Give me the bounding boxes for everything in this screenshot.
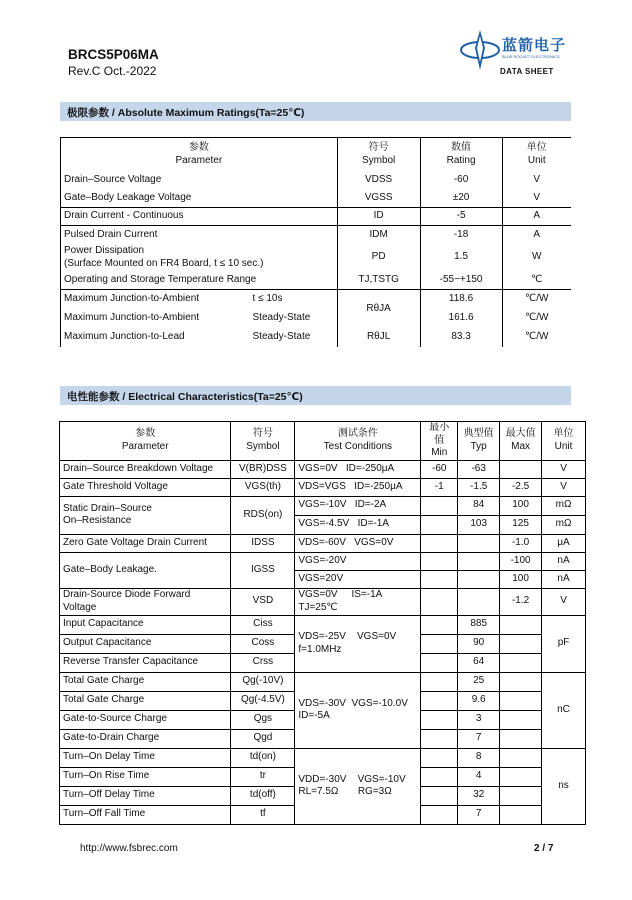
condition-cell xyxy=(295,615,421,672)
max-cell: -2.5 xyxy=(500,478,542,496)
max-cell: 100 xyxy=(500,496,542,515)
table-row xyxy=(61,244,572,272)
symbol-cell: RθJL xyxy=(337,328,420,347)
header-en: Min xyxy=(431,447,448,458)
condition-text: Steady-State xyxy=(252,330,311,342)
unit-cell: V xyxy=(542,460,586,478)
min-cell xyxy=(421,653,458,672)
condition-text: ID=-250μA xyxy=(345,462,395,474)
max-cell xyxy=(500,748,542,767)
param-line: Voltage xyxy=(63,601,97,613)
rating-cell: -18 xyxy=(420,226,502,244)
param-cell: Operating and Storage Temperature Range xyxy=(61,272,338,290)
symbol-cell: TJ,TSTG xyxy=(337,272,420,290)
symbol-cell: Qg(-10V) xyxy=(231,672,295,691)
typ-cell: 84 xyxy=(458,496,500,515)
unit-cell: ℃/W xyxy=(502,309,571,328)
typ-cell: 3 xyxy=(458,710,500,729)
condition-cell: VGS=-20V xyxy=(295,552,421,570)
typ-cell: 885 xyxy=(458,615,500,634)
symbol-cell: IGSS xyxy=(231,552,295,588)
header-en: Unit xyxy=(527,154,546,166)
param-cell xyxy=(60,588,231,615)
symbol-cell: V(BR)DSS xyxy=(231,460,295,478)
rating-cell: -55~+150 xyxy=(420,272,502,290)
header-cn: 测试条件 xyxy=(337,428,378,440)
header-cn: 数值 xyxy=(451,142,472,154)
unit-cell: V xyxy=(502,172,571,190)
param-cell: Gate-to-Drain Charge xyxy=(60,729,231,748)
table-row xyxy=(60,615,586,634)
condition-text: f=1.0MHz xyxy=(298,643,342,655)
param-cell: Turn–Off Delay Time xyxy=(60,786,231,805)
condition-text: VDS=VGS xyxy=(298,480,346,492)
electrical-table xyxy=(59,421,586,825)
header-cn: 单位 xyxy=(553,428,574,440)
param-text: Maximum Junction-to-Ambient xyxy=(64,293,200,304)
elec-section-title: 电性能参数 / Electrical Characteristics(Ta=25℃) xyxy=(60,386,571,405)
condition-text: Steady-State xyxy=(252,311,311,323)
param-cell xyxy=(61,309,338,328)
header-cn: 典型值 xyxy=(463,428,494,440)
min-cell: -1 xyxy=(421,478,458,496)
header-min xyxy=(421,422,458,461)
condition-cell xyxy=(295,672,421,748)
symbol-cell: PD xyxy=(337,244,420,272)
header-max xyxy=(500,422,542,461)
header-en: Typ xyxy=(470,440,487,452)
condition-cell xyxy=(295,496,421,515)
header-cn: 最大值 xyxy=(505,428,536,440)
unit-cell: V xyxy=(542,478,586,496)
param-cell: Turn–Off Fall Time xyxy=(60,805,231,824)
footer-url[interactable]: http://www.fsbrec.com xyxy=(80,843,178,854)
param-cell xyxy=(60,496,231,534)
typ-cell: 9.6 xyxy=(458,691,500,710)
param-cell xyxy=(61,290,338,309)
table-row xyxy=(61,172,572,190)
param-cell: Turn–On Delay Time xyxy=(60,748,231,767)
typ-cell: 32 xyxy=(458,786,500,805)
min-cell xyxy=(421,748,458,767)
symbol-cell: Coss xyxy=(231,634,295,653)
condition-text: VDS=-60V xyxy=(298,536,346,548)
condition-cell xyxy=(295,478,421,496)
doc-type: DATA SHEET xyxy=(500,67,554,76)
condition-cell xyxy=(295,588,421,615)
rating-cell: 118.6 xyxy=(420,290,502,309)
unit-cell: A xyxy=(502,208,571,226)
unit-cell: A xyxy=(502,226,571,244)
page-number: 2 / 7 xyxy=(534,843,554,854)
symbol-cell: Qgs xyxy=(231,710,295,729)
symbol-cell: td(off) xyxy=(231,786,295,805)
condition-cell xyxy=(295,534,421,552)
condition-text: ID=-5A xyxy=(298,710,330,721)
param-line: Power Dissipation xyxy=(64,245,145,256)
table-row xyxy=(60,588,586,615)
unit-cell: pF xyxy=(542,615,586,672)
min-cell xyxy=(421,786,458,805)
table-row xyxy=(60,552,586,570)
unit-cell: ℃/W xyxy=(502,328,571,347)
table-row xyxy=(60,478,586,496)
header-cn: 参数 xyxy=(135,428,156,440)
condition-cell xyxy=(295,460,421,478)
typ-cell xyxy=(458,588,500,615)
min-cell xyxy=(421,767,458,786)
condition-text: IS=-1A xyxy=(351,589,383,600)
typ-cell: -1.5 xyxy=(458,478,500,496)
param-cell: Output Capacitance xyxy=(60,634,231,653)
max-cell: -1.0 xyxy=(500,534,542,552)
header-en: Symbol xyxy=(246,440,280,452)
typ-cell: 64 xyxy=(458,653,500,672)
max-cell: 125 xyxy=(500,515,542,534)
header-conditions xyxy=(295,422,421,461)
condition-cell: VGS=20V xyxy=(295,570,421,588)
condition-text: VGS=-4.5V xyxy=(298,518,350,530)
param-line: Static Drain–Source xyxy=(63,502,152,514)
symbol-cell: VGSS xyxy=(337,190,420,208)
header-symbol xyxy=(337,138,420,172)
header-cn: 符号 xyxy=(368,142,389,154)
max-cell xyxy=(500,786,542,805)
brand-name-cn: 蓝箭电子 xyxy=(502,37,567,54)
param-cell: Turn–On Rise Time xyxy=(60,767,231,786)
param-cell xyxy=(61,328,338,347)
header-cn: 单位 xyxy=(526,142,547,154)
symbol-cell: Qg(-4.5V) xyxy=(231,691,295,710)
header-rating xyxy=(420,138,502,172)
condition-cell xyxy=(295,748,421,824)
abs-header-row xyxy=(61,138,572,172)
max-cell xyxy=(500,653,542,672)
max-cell: 100 xyxy=(500,570,542,588)
max-cell xyxy=(500,672,542,691)
param-cell: Reverse Transfer Capacitance xyxy=(60,653,231,672)
header-en: Parameter xyxy=(175,154,223,166)
symbol-cell: IDM xyxy=(337,226,420,244)
condition-text: VDS=-25V xyxy=(298,631,346,642)
header-en: Symbol xyxy=(361,154,396,166)
symbol-cell: ID xyxy=(337,208,420,226)
symbol-cell: Ciss xyxy=(231,615,295,634)
param-line: (Surface Mounted on FR4 Board, t ≤ 10 sec.) xyxy=(64,257,264,269)
param-cell: Total Gate Charge xyxy=(60,691,231,710)
min-cell xyxy=(421,729,458,748)
symbol-cell: RDS(on) xyxy=(231,496,295,534)
table-row xyxy=(60,672,586,691)
symbol-cell: VDSS xyxy=(337,172,420,190)
header-en: Test Conditions xyxy=(323,440,393,452)
min-cell xyxy=(421,515,458,534)
unit-cell: V xyxy=(502,190,571,208)
condition-text: RL=7.5Ω xyxy=(298,786,339,797)
max-cell: -1.2 xyxy=(500,588,542,615)
condition-text: VGS=-10V xyxy=(298,499,347,511)
typ-cell: 25 xyxy=(458,672,500,691)
table-row xyxy=(61,208,572,226)
header-en: Parameter xyxy=(121,440,169,452)
max-cell xyxy=(500,805,542,824)
max-cell xyxy=(500,729,542,748)
typ-cell xyxy=(458,552,500,570)
symbol-cell: tf xyxy=(231,805,295,824)
min-cell xyxy=(421,534,458,552)
condition-text: RG=3Ω xyxy=(357,786,392,797)
header-en: Max xyxy=(511,440,531,452)
part-number: BRCS5P06MA xyxy=(68,47,159,62)
condition-text: t ≤ 10s xyxy=(252,293,283,304)
symbol-cell: Crss xyxy=(231,653,295,672)
header-parameter xyxy=(61,138,338,172)
min-cell xyxy=(421,634,458,653)
min-cell xyxy=(421,496,458,515)
table-row xyxy=(61,272,572,290)
min-cell xyxy=(421,615,458,634)
max-cell xyxy=(500,634,542,653)
unit-cell: nC xyxy=(542,672,586,748)
symbol-cell: RθJA xyxy=(337,290,420,328)
condition-text: VGS=-10V xyxy=(357,773,406,785)
param-cell: Zero Gate Voltage Drain Current xyxy=(60,534,231,552)
header-symbol xyxy=(231,422,295,461)
param-line: On–Resistance xyxy=(63,515,132,526)
symbol-cell: td(on) xyxy=(231,748,295,767)
rating-cell: ±20 xyxy=(420,190,502,208)
elec-header-row xyxy=(60,422,586,461)
typ-cell: 7 xyxy=(458,729,500,748)
rocket-logo-icon xyxy=(460,28,500,72)
symbol-cell: VGS(th) xyxy=(231,478,295,496)
condition-text: VDD=-30V xyxy=(298,773,347,785)
typ-cell: 90 xyxy=(458,634,500,653)
unit-cell: μA xyxy=(542,534,586,552)
max-cell xyxy=(500,691,542,710)
header-parameter xyxy=(60,422,231,461)
typ-cell: 8 xyxy=(458,748,500,767)
rating-cell: -5 xyxy=(420,208,502,226)
typ-cell: 103 xyxy=(458,515,500,534)
param-cell: Drain Current - Continuous xyxy=(61,208,338,226)
param-cell: Pulsed Drain Current xyxy=(61,226,338,244)
table-row xyxy=(60,496,586,515)
unit-cell: mΩ xyxy=(542,496,586,515)
header-unit xyxy=(542,422,586,461)
condition-text: VGS=0V xyxy=(298,462,338,474)
table-row xyxy=(61,328,572,347)
condition-text: ID=-1A xyxy=(357,518,389,530)
param-cell: Total Gate Charge xyxy=(60,672,231,691)
header-en: Rating xyxy=(446,154,476,166)
condition-text: VGS=-10.0V xyxy=(351,697,408,709)
symbol-cell: VSD xyxy=(231,588,295,615)
typ-cell xyxy=(458,570,500,588)
typ-cell: -63 xyxy=(458,460,500,478)
condition-text: TJ=25℃ xyxy=(298,601,338,613)
unit-cell: mΩ xyxy=(542,515,586,534)
param-cell: Gate–Body Leakage. xyxy=(60,552,231,588)
brand-name-en: BLUE ROCKET ELECTRONICS xyxy=(502,54,560,59)
symbol-cell: tr xyxy=(231,767,295,786)
min-cell xyxy=(421,805,458,824)
condition-text: VGS=0V xyxy=(357,631,397,642)
max-cell xyxy=(500,615,542,634)
condition-text: VDS=-30V xyxy=(298,697,346,709)
unit-cell: nA xyxy=(542,570,586,588)
revision: Rev.C Oct.-2022 xyxy=(68,64,157,78)
table-row xyxy=(61,226,572,244)
max-cell xyxy=(500,767,542,786)
param-cell xyxy=(61,244,338,272)
rating-cell: 83.3 xyxy=(420,328,502,347)
header-typ xyxy=(458,422,500,461)
unit-cell: ℃ xyxy=(502,272,571,290)
unit-cell: ℃/W xyxy=(502,290,571,309)
param-line: Drain-Source Diode Forward xyxy=(63,589,191,600)
min-cell xyxy=(421,710,458,729)
condition-text: ID=-2A xyxy=(354,499,387,511)
param-text: Maximum Junction-to-Ambient xyxy=(64,311,200,323)
header-cn: 最小值 xyxy=(429,422,450,446)
unit-cell: V xyxy=(542,588,586,615)
condition-cell xyxy=(295,515,421,534)
typ-cell xyxy=(458,534,500,552)
rating-cell: 1.5 xyxy=(420,244,502,272)
header-en: Unit xyxy=(554,440,573,452)
header-cn: 符号 xyxy=(252,428,273,440)
max-cell: -100 xyxy=(500,552,542,570)
typ-cell: 7 xyxy=(458,805,500,824)
unit-cell: W xyxy=(502,244,571,272)
param-cell: Gate Threshold Voltage xyxy=(60,478,231,496)
param-cell: Drain–Source Breakdown Voltage xyxy=(60,460,231,478)
table-row xyxy=(60,460,586,478)
unit-cell: ns xyxy=(542,748,586,824)
condition-text: ID=-250μA xyxy=(354,480,403,492)
condition-text: VGS=0V xyxy=(298,589,338,600)
table-row xyxy=(60,748,586,767)
header-cn: 参数 xyxy=(188,142,209,154)
min-cell: -60 xyxy=(421,460,458,478)
param-text: Maximum Junction-to-Lead xyxy=(64,330,185,342)
min-cell xyxy=(421,570,458,588)
header-unit xyxy=(502,138,571,172)
min-cell xyxy=(421,691,458,710)
abs-section-title: 极限参数 / Absolute Maximum Ratings(Ta=25℃) xyxy=(60,102,571,121)
param-cell: Drain–Source Voltage xyxy=(61,172,338,190)
symbol-cell: Qgd xyxy=(231,729,295,748)
table-row xyxy=(61,190,572,208)
typ-cell: 4 xyxy=(458,767,500,786)
symbol-cell: IDSS xyxy=(231,534,295,552)
param-cell: Gate-to-Source Charge xyxy=(60,710,231,729)
unit-cell: nA xyxy=(542,552,586,570)
param-cell: Input Capacitance xyxy=(60,615,231,634)
min-cell xyxy=(421,552,458,570)
min-cell xyxy=(421,588,458,615)
table-row xyxy=(61,309,572,328)
abs-ratings-table xyxy=(60,137,571,347)
rating-cell: 161.6 xyxy=(420,309,502,328)
min-cell xyxy=(421,672,458,691)
table-row xyxy=(60,534,586,552)
max-cell xyxy=(500,710,542,729)
rating-cell: -60 xyxy=(420,172,502,190)
condition-text: VGS=0V xyxy=(354,536,394,548)
max-cell xyxy=(500,460,542,478)
table-row xyxy=(61,290,572,309)
param-cell: Gate–Body Leakage Voltage xyxy=(61,190,338,208)
